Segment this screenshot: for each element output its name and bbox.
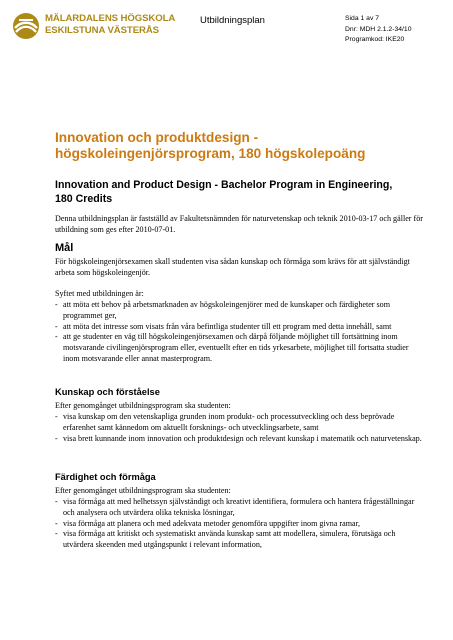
list-item: - att möta ett behov på arbetsmarknaden av högskoleingenjörer med de kunskaper och färdigheter som programmet ger, <box>55 300 391 320</box>
registration-number: Dnr: MDH 2.1.2-34/10 <box>345 25 412 33</box>
fardighet-list <box>55 497 427 551</box>
list-item: - visa kunskap om den vetenskapliga grunden inom produkt- och processutveckling och dess beprövade erfarenhet samt kännedom om aktuellt forsknings- och utvecklingsarbete, samt <box>55 412 395 432</box>
program-code: Programkod: IKE20 <box>345 36 405 43</box>
document-meta <box>345 14 412 46</box>
section-heading-fardighet: Färdighet och förmåga <box>55 472 156 482</box>
list-item: - visa förmåga att med helhetssyn självständigt och kreativt identifiera, formulera och hantera frågeställningar och analysera och utvärdera olika tekniska lösningar, <box>55 497 415 517</box>
logo-emblem-icon <box>12 12 40 40</box>
intro-paragraph: Denna utbildningsplan är fastställd av Fakultetsnämnden för naturvetenskap och teknik 2010-03-17 och gäller för utbildning som ges efter 2010-07-01. <box>55 214 423 234</box>
kunskap-intro: Efter genomgånget utbildningsprogram ska studenten: <box>55 401 231 410</box>
fardighet-intro: Efter genomgånget utbildningsprogram ska studenten: <box>55 486 231 495</box>
list-item: - visa förmåga att planera och med adekvata metoder genomföra uppgifter inom givna ramar, <box>55 518 361 528</box>
page-title-line-2: högskoleingenjörsprogram, 180 högskolepoäng <box>55 146 366 161</box>
list-item: - visa brett kunnande inom innovation och produktdesign och relevant kunskap i matematik och naturvetenskap. <box>55 433 422 443</box>
list-item: - visa förmåga att kritiskt och systematiskt använda kunskap samt att modellera, simulera, förutsäga och utvärdera skeenden med utgångspunkt i relevant information, <box>55 529 396 550</box>
syfte-intro: Syftet med utbildningen är: <box>55 289 144 298</box>
section-heading-kunskap: Kunskap och förståelse <box>55 387 160 397</box>
section-heading-mal: Mål <box>55 242 74 254</box>
page-number: Sida 1 av 7 <box>345 15 380 22</box>
page-title <box>55 130 425 162</box>
logo-wordmark <box>45 13 175 37</box>
list-item: - att möta det intresse som visats från våra befintliga studenter till ett program med detta innehåll, samt <box>55 321 392 331</box>
document-type: Utbildningsplan <box>200 15 265 26</box>
page-title-line-1: Innovation och produktdesign - <box>55 130 259 145</box>
logo-line-2: ESKILSTUNA VÄSTERÅS <box>45 25 159 36</box>
english-title-line-2: 180 Credits <box>55 193 113 205</box>
university-logo <box>12 12 177 42</box>
english-title-line-1: Innovation and Product Design - Bachelor Program in Engineering, <box>55 179 393 191</box>
logo-line-1: MÄLARDALENS HÖGSKOLA <box>45 13 176 24</box>
syfte-list <box>55 300 427 365</box>
list-item: - att ge studenter en väg till högskoleingenjörsexamen och därpå följande möjlighet till fortsättning inom motsvarande civilingenjörsprogram eller, eventuellt efter en tids yrkesarbete, möjlighet till fortsatta studier inom motsvarande eller annat masterprogram. <box>55 332 409 363</box>
mal-paragraph: För högskoleingenjörsexamen skall studenten visa sådan kunskap och förmåga som krävs för att självständigt arbeta som högskoleingenjör. <box>55 257 410 277</box>
english-title <box>55 178 425 206</box>
kunskap-list <box>55 412 427 444</box>
